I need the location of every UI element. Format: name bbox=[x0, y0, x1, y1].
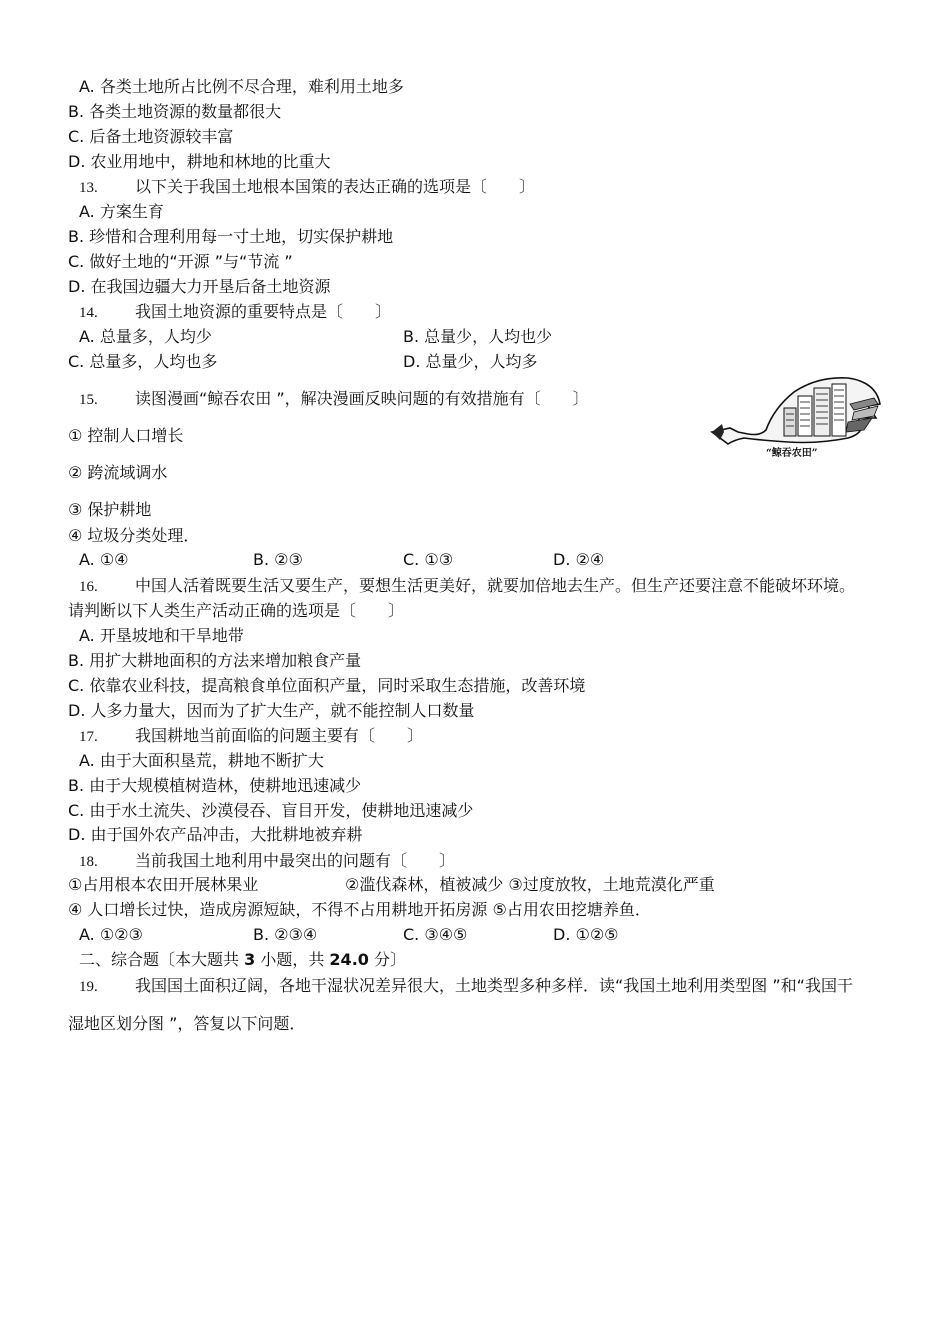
q16-option-a: A. 开垦坡地和干旱地带 bbox=[79, 626, 244, 645]
section-total-score: 24.0 bbox=[329, 950, 369, 969]
q17-stem bbox=[79, 725, 424, 748]
q18-option-b: B. ②③④ bbox=[253, 925, 318, 944]
q12-option-d: D. 农业用地中，耕地和林地的比重大 bbox=[68, 152, 331, 171]
q12-option-c: C. 后备土地资源较丰富 bbox=[68, 127, 234, 146]
q18-item-1: ①占用根本农田开展林果业 bbox=[68, 875, 259, 894]
question-number: 17. bbox=[79, 729, 98, 745]
question-text: 我国国土面积辽阔，各地干湿状况差异很大，土地类型多种多样．读“我国土地利用类型图 ”和“我国干 bbox=[135, 976, 853, 995]
q16-stem bbox=[79, 575, 856, 598]
q14-option-c: C. 总量多，人均也多 bbox=[68, 352, 218, 371]
q13-option-a: A. 方案生育 bbox=[79, 202, 164, 221]
section-suffix: 分〕 bbox=[368, 950, 406, 969]
q12-option-a: A. 各类土地所占比例不尽合理，难利用土地多 bbox=[79, 77, 404, 96]
question-text: 中国人活着既要生活又要生产，要想生活更美好，就要加倍地去生产。但生产还要注意不能破坏环境。 bbox=[135, 576, 856, 595]
q14-option-a: A. 总量多，人均少 bbox=[79, 327, 212, 346]
q19-stem bbox=[79, 975, 853, 998]
question-number: 16. bbox=[79, 579, 98, 595]
section-mid: 小题，共 bbox=[255, 950, 330, 969]
q17-option-b: B. 由于大规模植树造林，使耕地迅速减少 bbox=[68, 776, 362, 795]
question-text: 当前我国土地利用中最突出的问题有〔 〕 bbox=[135, 851, 456, 870]
q17-option-c: C. 由于水土流失、沙漠侵吞、盲目开发，使耕地迅速减少 bbox=[68, 801, 474, 820]
q13-option-b: B. 珍惜和合理利用每一寸土地，切实保护耕地 bbox=[68, 227, 394, 246]
q15-item-3: ③ 保护耕地 bbox=[68, 500, 152, 519]
q16-option-c: C. 依靠农业科技，提高粮食单位面积产量，同时采取生态措施，改善环境 bbox=[68, 676, 586, 695]
q17-option-d: D. 由于国外农产品冲击，大批耕地被弃耕 bbox=[68, 825, 363, 844]
q15-item-2: ② 跨流域调水 bbox=[68, 463, 168, 482]
q16-option-d: D. 人多力量大，因而为了扩大生产，就不能控制人口数量 bbox=[68, 701, 475, 720]
q15-option-c: C. ①③ bbox=[403, 550, 454, 569]
section-heading bbox=[79, 949, 406, 971]
question-number: 19. bbox=[79, 979, 98, 995]
q18-items-4-5: ④ 人口增长过快，造成房源短缺，不得不占用耕地开拓房源 ⑤占用农田挖塘养鱼． bbox=[68, 900, 651, 919]
whale-cartoon bbox=[708, 374, 884, 460]
whale-cartoon-drawing bbox=[708, 374, 884, 460]
q14-stem bbox=[79, 301, 392, 324]
question-number: 13. bbox=[79, 180, 98, 196]
question-text: 我国耕地当前面临的问题主要有〔 〕 bbox=[135, 726, 424, 745]
q18-option-c: C. ③④⑤ bbox=[403, 925, 468, 944]
q13-option-c: C. 做好土地的“开源 ”与“节流 ” bbox=[68, 252, 293, 271]
q17-option-a: A. 由于大面积垦荒，耕地不断扩大 bbox=[79, 751, 324, 770]
q16-stem-continued: 请判断以下人类生产活动正确的选项是〔 〕 bbox=[68, 601, 405, 620]
q18-items-2-3: ②滥伐森林，植被减少 ③过度放牧，土地荒漠化严重 bbox=[345, 875, 715, 894]
q18-option-d: D. ①②⑤ bbox=[553, 925, 619, 944]
q16-option-b: B. 用扩大耕地面积的方法来增加粮食产量 bbox=[68, 651, 362, 670]
q15-stem bbox=[79, 388, 589, 411]
question-number: 18. bbox=[79, 854, 98, 870]
section-prefix: 二、综合题〔本大题共 bbox=[79, 950, 245, 969]
q15-option-a: A. ①④ bbox=[79, 550, 129, 569]
question-text: 以下关于我国土地根本国策的表达正确的选项是〔 〕 bbox=[135, 177, 536, 196]
q13-option-d: D. 在我国边疆大力开垦后备土地资源 bbox=[68, 277, 331, 296]
cartoon-caption: “鲸吞农田” bbox=[766, 448, 818, 459]
q12-option-b: B. 各类土地资源的数量都很大 bbox=[68, 102, 282, 121]
question-number: 15. bbox=[79, 392, 98, 408]
q19-stem-continued: 湿地区划分图 ”，答复以下问题． bbox=[68, 1014, 306, 1033]
question-number: 14. bbox=[79, 305, 98, 321]
question-text: 我国土地资源的重要特点是〔 〕 bbox=[135, 302, 392, 321]
section-question-count: 3 bbox=[244, 950, 256, 969]
q13-stem bbox=[79, 176, 536, 199]
q14-option-b: B. 总量少，人均也少 bbox=[403, 327, 553, 346]
q15-item-1: ① 控制人口增长 bbox=[68, 426, 184, 445]
question-text: 读图漫画“鲸吞农田 ”，解决漫画反映问题的有效措施有〔 〕 bbox=[135, 389, 589, 408]
q15-option-d: D. ②④ bbox=[553, 550, 605, 569]
q14-option-d: D. 总量少，人均多 bbox=[403, 352, 538, 371]
q18-option-a: A. ①②③ bbox=[79, 925, 143, 944]
q18-stem bbox=[79, 850, 456, 873]
q15-item-4: ④ 垃圾分类处理． bbox=[68, 526, 200, 545]
q15-option-b: B. ②③ bbox=[253, 550, 303, 569]
